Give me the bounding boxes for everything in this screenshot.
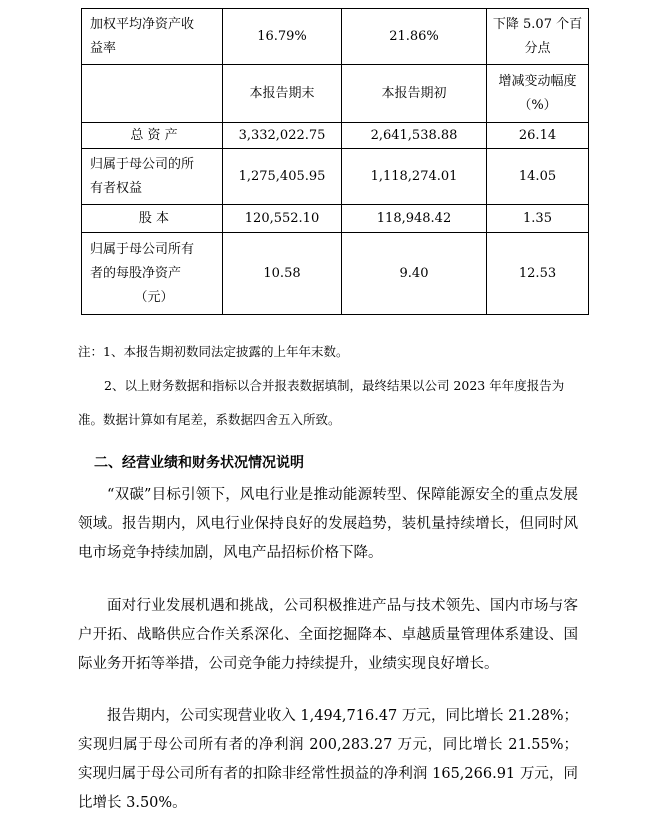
- paragraph-financial-results: 报告期内，公司实现营业收入 1,494,716.47 万元，同比增长 21.28%；实现归属于母公司所有者的净利润 200,283.27 万元，同比增长 21.55%；实现归属于母公司所有者的扣除非经常性损益的净利润 165,266.91 万元，同比增长 3.50%。: [78, 708, 579, 811]
- row-end-value: 120,552.10: [223, 205, 342, 233]
- row-label: 归属于母公司所有 者的每股净资产 （元）: [82, 233, 223, 315]
- roe-label: 加权平均净资产收 益率: [82, 9, 223, 65]
- section-heading: 二、经营业绩和财务状况情况说明: [94, 455, 304, 471]
- header-period-end: 本报告期末: [223, 65, 342, 123]
- header-period-start: 本报告期初: [342, 65, 487, 123]
- row-end-value: 3,332,022.75: [223, 123, 342, 149]
- row-change-value: 1.35: [487, 205, 589, 233]
- header-change-pct: 增减变动幅度 （%）: [487, 65, 589, 123]
- row-end-value: 10.58: [223, 233, 342, 315]
- table-row: [82, 205, 589, 233]
- roe-current: 16.79%: [223, 9, 342, 65]
- row-label: 总 资 产: [82, 123, 223, 149]
- row-start-value: 9.40: [342, 233, 487, 315]
- row-end-value: 1,275,405.95: [223, 149, 342, 205]
- row-change-value: 14.05: [487, 149, 589, 205]
- row-label: 归属于母公司的所 有者权益: [82, 149, 223, 205]
- roe-change: 下降 5.07 个百 分点: [487, 9, 589, 65]
- note-2-line-2: 准。数据计算如有尾差，系数据四舍五入所致。: [78, 412, 341, 427]
- row-start-value: 2,641,538.88: [342, 123, 487, 149]
- roe-previous: 21.86%: [342, 9, 487, 65]
- paragraph-company-measures: 面对行业发展机遇和挑战，公司积极推进产品与技术领先、国内市场与客户开拓、战略供应合作关系深化、全面挖掘降本、卓越质量管理体系建设、国际业务开拓等举措，公司竞争能力持续提升，业绩实现良好增长。: [78, 598, 579, 672]
- paragraph-wind-industry: “双碳”目标引领下，风电行业是推动能源转型、保障能源安全的重点发展领域。报告期内，风电行业保持良好的发展趋势，装机量持续增长，但同时风电市场竞争持续加剧，风电产品招标价格下降。: [78, 487, 578, 561]
- row-label: 股 本: [82, 205, 223, 233]
- table-row: [82, 233, 589, 315]
- table-header-row: [82, 65, 589, 123]
- table-row-roe: [82, 9, 589, 65]
- table-row: [82, 149, 589, 205]
- note-2-line-1: 2、以上财务数据和指标以合并报表数据填制，最终结果以公司 2023 年年度报告为: [104, 378, 565, 393]
- note-1: 注：1、本报告期初数同法定披露的上年年末数。: [78, 344, 349, 359]
- row-change-value: 26.14: [487, 123, 589, 149]
- header-empty-cell: [82, 65, 223, 123]
- row-start-value: 1,118,274.01: [342, 149, 487, 205]
- row-change-value: 12.53: [487, 233, 589, 315]
- financial-table: [81, 8, 589, 315]
- table-row: [82, 123, 589, 149]
- row-start-value: 118,948.42: [342, 205, 487, 233]
